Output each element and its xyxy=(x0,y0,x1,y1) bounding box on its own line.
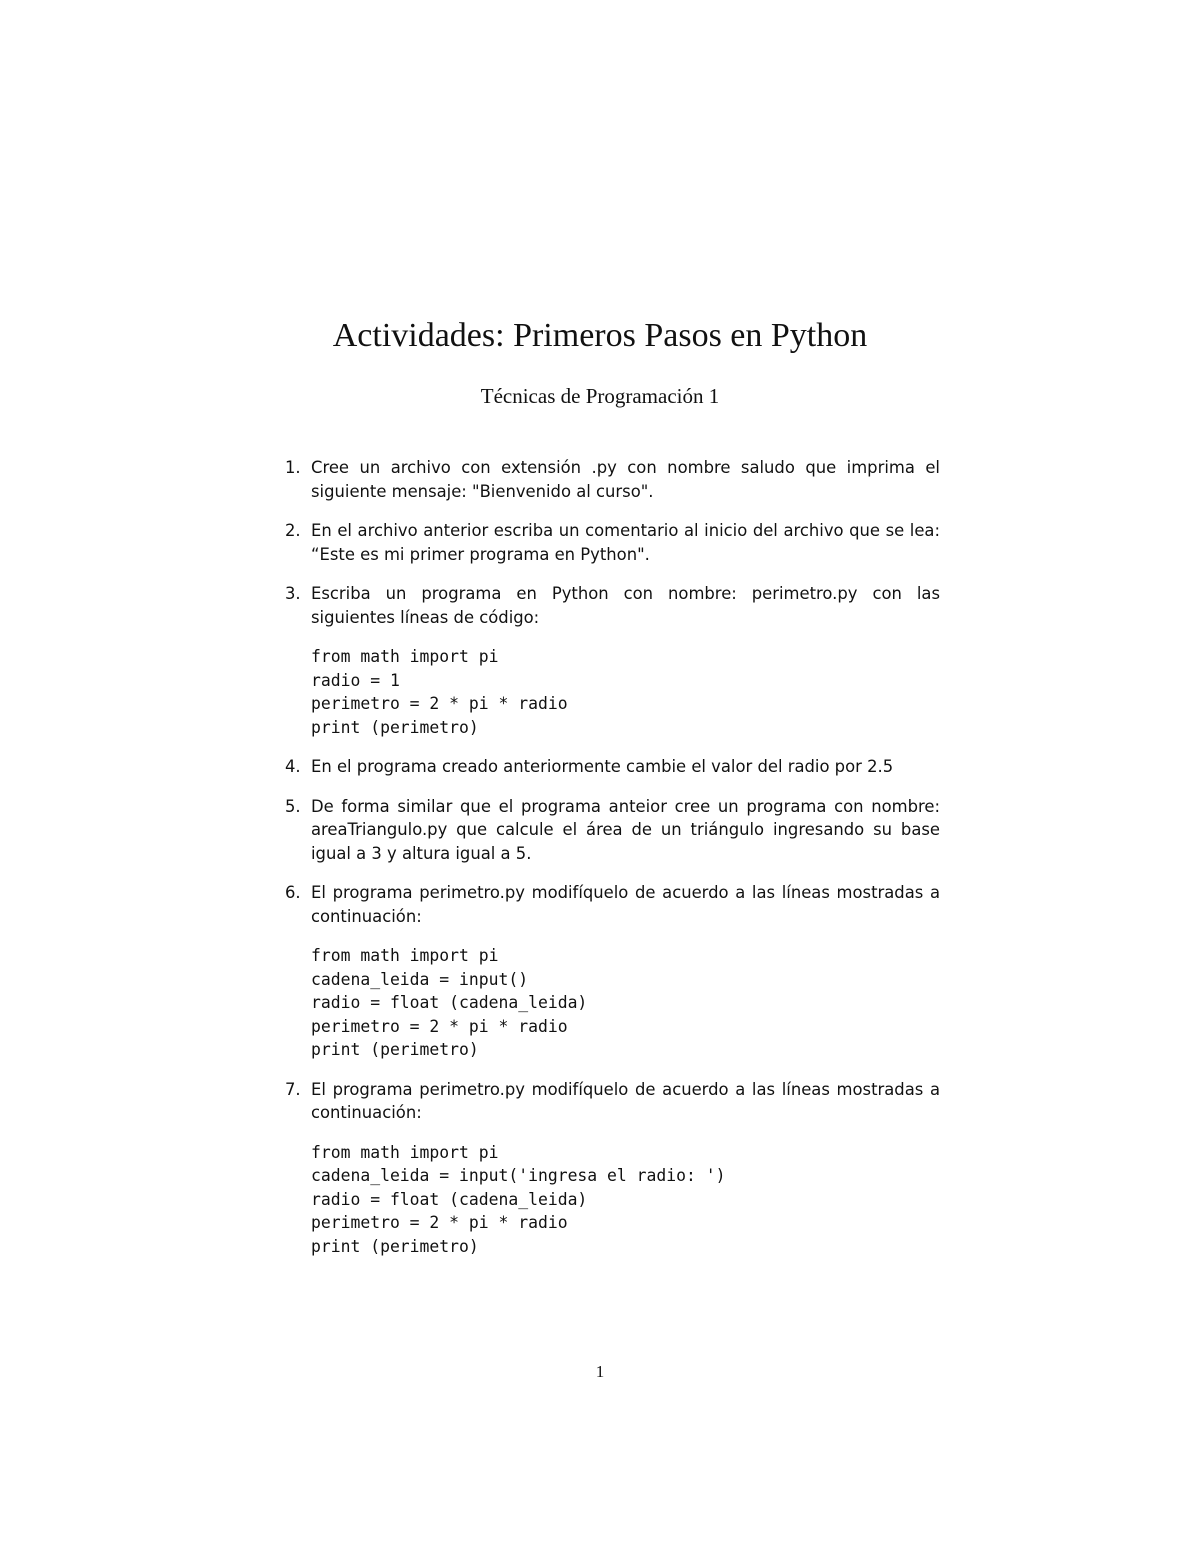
activity-number: 3. xyxy=(285,584,301,603)
activity-number: 1. xyxy=(285,458,301,477)
code-line: radio = float (cadena_leida) xyxy=(311,993,588,1012)
activity-text: Cree un archivo con extensión .py con nombre saludo que imprima el siguiente mensaje: "Bienvenido al curso". xyxy=(311,458,940,501)
code-block xyxy=(311,1141,940,1259)
code-line: print (perimetro) xyxy=(311,1040,479,1059)
code-line: cadena_leida = input('ingresa el radio: ') xyxy=(311,1166,726,1185)
activity-item-1 xyxy=(276,456,940,503)
document-subtitle: Técnicas de Programación 1 xyxy=(480,384,720,408)
activity-list xyxy=(276,456,940,1274)
code-line: from math import pi xyxy=(311,647,499,666)
activity-text: Escriba un programa en Python con nombre: perimetro.py con las siguientes líneas de código: xyxy=(311,584,940,627)
page-number: 1 xyxy=(595,1362,605,1381)
code-line: perimetro = 2 * pi * radio xyxy=(311,1213,568,1232)
activity-text: El programa perimetro.py modifíquelo de acuerdo a las líneas mostradas a continuación: xyxy=(311,1079,940,1122)
activity-item-2 xyxy=(276,519,940,566)
document-title: Actividades: Primeros Pasos en Python xyxy=(332,317,868,354)
activity-item-6 xyxy=(276,881,940,1062)
activity-number: 6. xyxy=(285,883,301,902)
code-line: from math import pi xyxy=(311,1142,499,1162)
code-line: radio = float (cadena_leida) xyxy=(311,1189,588,1209)
activity-number: 2. xyxy=(285,521,301,540)
activity-item-4 xyxy=(276,755,940,779)
activity-text: El programa perimetro.py modifíquelo de acuerdo a las líneas mostradas a continuación: xyxy=(311,883,940,926)
activity-text: En el programa creado anteriormente cambie el valor del radio por 2.5 xyxy=(311,757,894,776)
activity-item-3 xyxy=(276,582,940,739)
code-block xyxy=(311,645,940,739)
activity-item-5 xyxy=(276,795,940,866)
code-line: print (perimetro) xyxy=(311,1236,479,1256)
code-line: perimetro = 2 * pi * radio xyxy=(311,1016,568,1036)
code-block xyxy=(311,944,940,1062)
activity-text: En el archivo anterior escriba un comentario al inicio del archivo que se lea: “Este es mi primer programa en Python". xyxy=(311,521,940,564)
activity-text: De forma similar que el programa anteior cree un programa con nombre: areaTriangulo.py que calcule el área de un triángulo ingresando su base igual a 3 y altura igual a 5. xyxy=(311,796,940,863)
code-line: cadena_leida = input() xyxy=(311,969,529,989)
code-line: perimetro = 2 * pi * radio xyxy=(311,694,568,713)
activity-number: 4. xyxy=(285,757,301,776)
code-line: radio = 1 xyxy=(311,670,400,690)
activity-number: 5. xyxy=(285,796,301,816)
code-line: print (perimetro) xyxy=(311,717,479,737)
activity-number: 7. xyxy=(285,1079,301,1099)
code-line: from math import pi xyxy=(311,946,499,965)
activity-item-7 xyxy=(276,1078,940,1259)
